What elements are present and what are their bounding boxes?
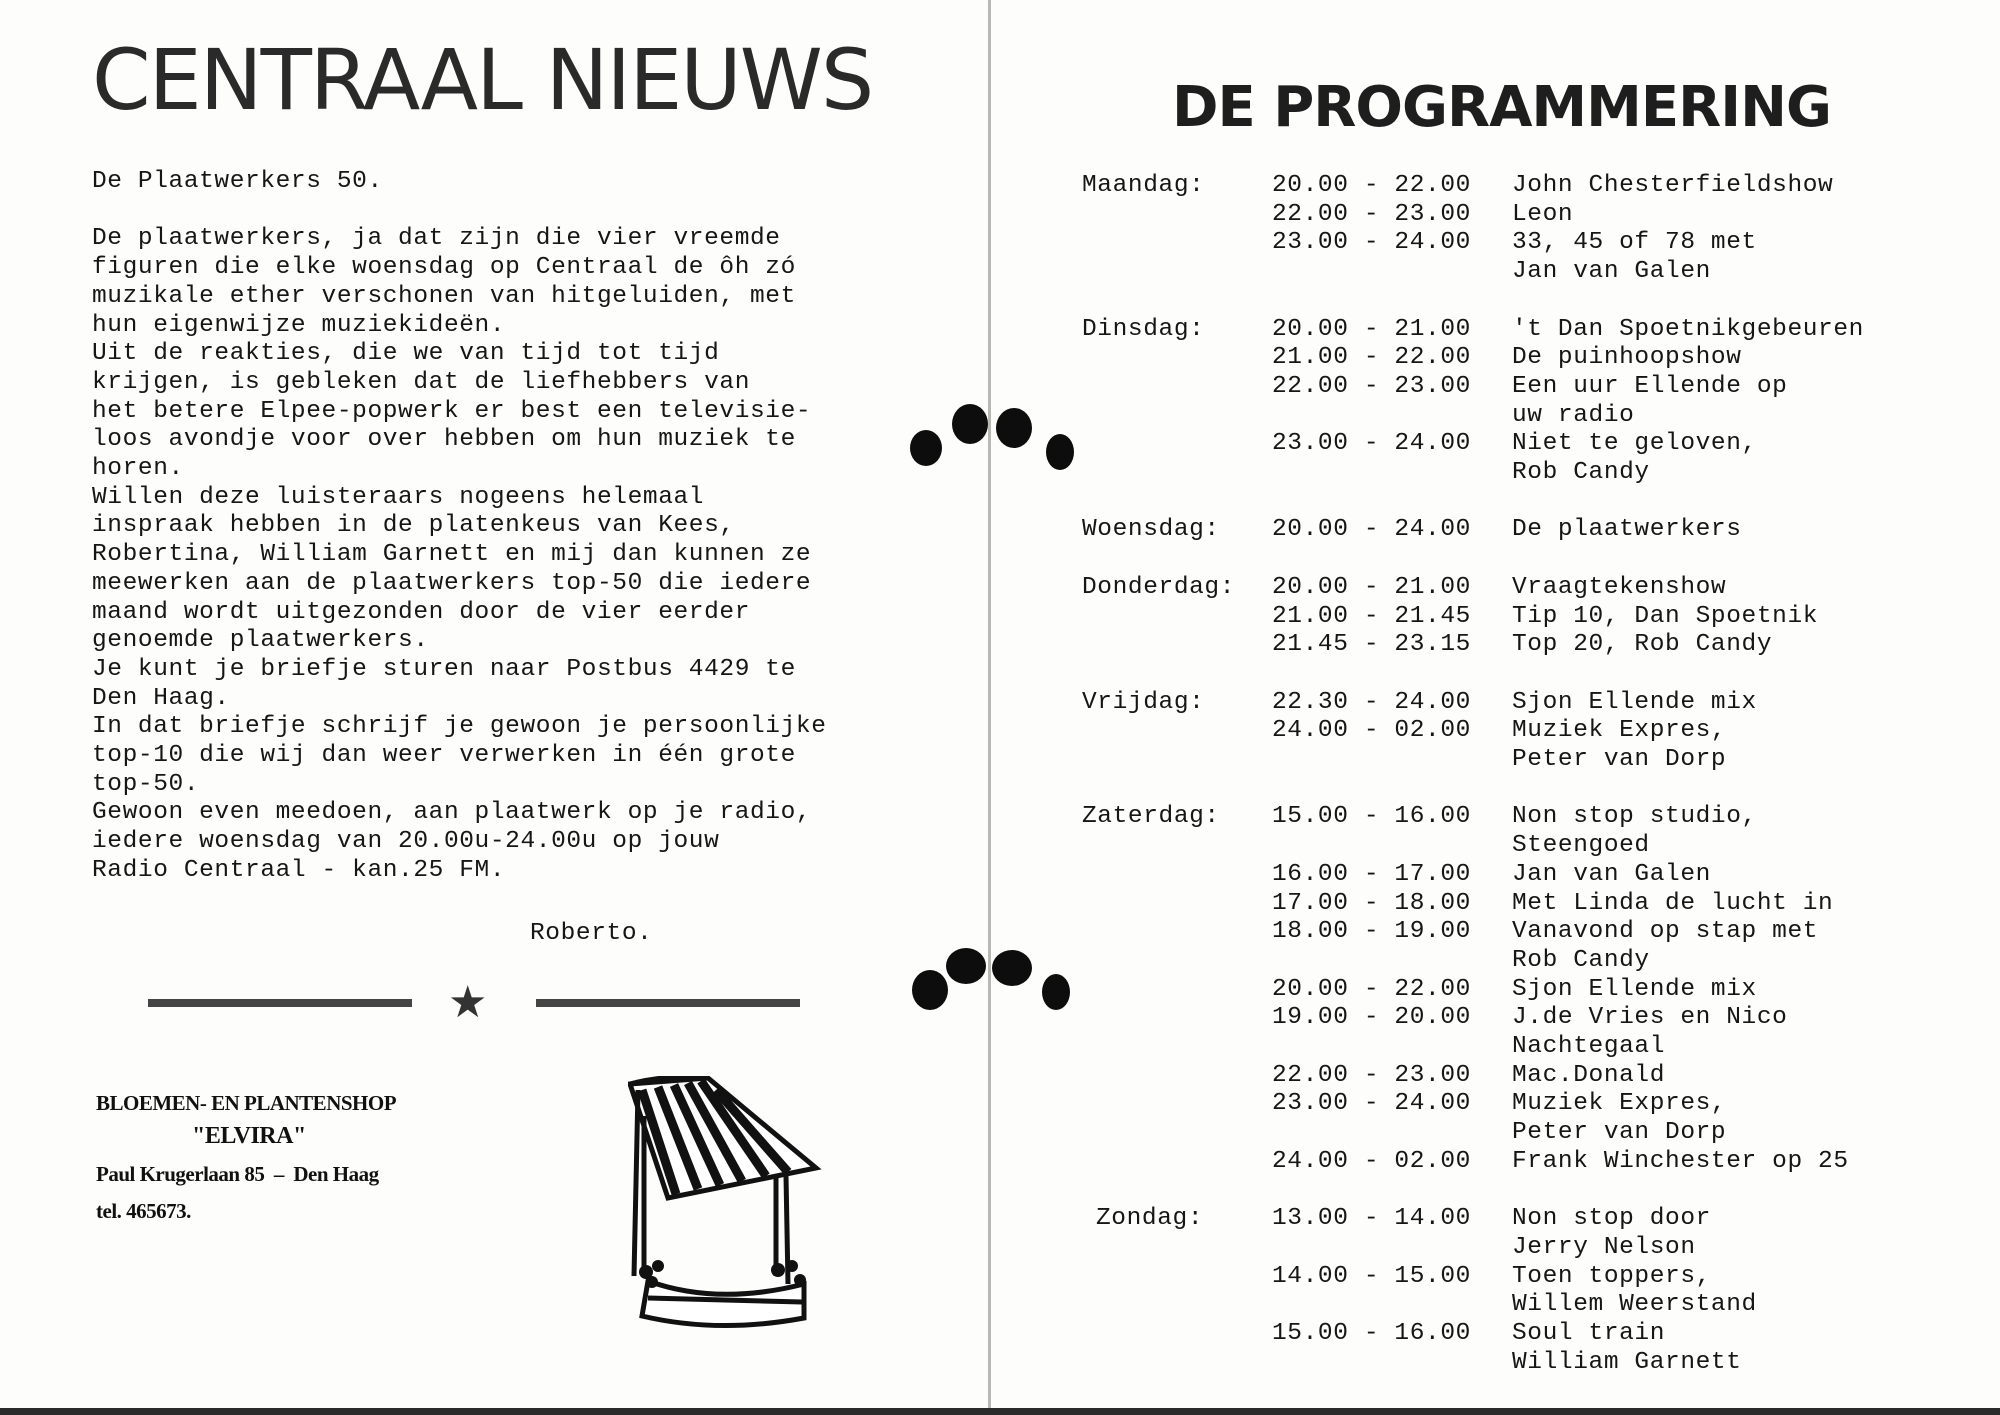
schedule-row xyxy=(1082,459,1992,488)
time-range: 24.00 - 02.00 xyxy=(1272,717,1471,745)
program-name: Sjon Ellende mix xyxy=(1512,975,1757,1003)
schedule-row xyxy=(1082,1291,1992,1320)
program-name: Jan van Galen xyxy=(1512,860,1711,888)
schedule-row xyxy=(1082,1234,1992,1263)
article-line: muzikale ether verschonen van hitgeluiden, met xyxy=(92,282,796,310)
article-line: het betere Elpee-popwerk er best een televisie- xyxy=(92,397,812,425)
program-name: Rob Candy xyxy=(1512,946,1650,974)
day-spacer xyxy=(1082,201,1272,230)
article-line: inspraak hebben in de platenkeus van Kees, xyxy=(92,512,735,540)
article-line: iedere woensdag van 20.00u-24.00u op jouw xyxy=(92,828,720,856)
article-line: Robertina, William Garnett en mij dan kunnen ze xyxy=(92,541,812,569)
program-name: Vraagtekenshow xyxy=(1512,573,1727,601)
article-heading: De Plaatwerkers 50. xyxy=(92,168,383,195)
schedule-row xyxy=(1082,717,1992,746)
day-label: Maandag: xyxy=(1082,172,1205,199)
day-spacer xyxy=(1082,1004,1272,1033)
program-name: Sjon Ellende mix xyxy=(1512,688,1757,716)
day-spacer xyxy=(1082,976,1272,1005)
program-name: Non stop studio, xyxy=(1512,803,1757,831)
schedule-row xyxy=(1082,430,1992,459)
schedule-row xyxy=(1082,1320,1992,1349)
schedule-row xyxy=(1082,344,1992,373)
schedule-day xyxy=(1082,516,1992,545)
time-range: 24.00 - 02.00 xyxy=(1272,1147,1471,1175)
program-name: William Garnett xyxy=(1512,1348,1742,1376)
article-line: Gewoon even meedoen, aan plaatwerk op je radio, xyxy=(92,799,812,827)
program-name: Nachtegaal xyxy=(1512,1033,1666,1061)
time-range: 17.00 - 18.00 xyxy=(1272,889,1471,917)
program-name: J.de Vries en Nico xyxy=(1512,1004,1788,1032)
time-range: 22.00 - 23.00 xyxy=(1272,1061,1471,1089)
time-range: 15.00 - 16.00 xyxy=(1272,1320,1471,1348)
day-spacer xyxy=(1082,832,1272,861)
schedule-row xyxy=(1082,861,1992,890)
day-spacer xyxy=(1082,1349,1272,1378)
time-spacer xyxy=(1272,1291,1512,1320)
time-range: 22.00 - 23.00 xyxy=(1272,372,1471,400)
program-name: uw radio xyxy=(1512,401,1635,429)
program-name: Niet te geloven, xyxy=(1512,430,1757,458)
broadcast-schedule xyxy=(1082,172,1992,1406)
time-spacer xyxy=(1272,1119,1512,1148)
program-name: De puinhoopshow xyxy=(1512,344,1742,372)
ad-address: Paul Krugerlaan 85 – Den Haag xyxy=(96,1162,379,1186)
day-spacer xyxy=(1082,746,1272,775)
article-line: maand wordt uitgezonden door de vier eerder xyxy=(92,598,751,626)
program-name: Muziek Expres, xyxy=(1512,717,1727,745)
scan-edge xyxy=(0,1408,2000,1415)
article-line: Je kunt je briefje sturen naar Postbus 4429 te xyxy=(92,655,796,683)
schedule-row xyxy=(1082,258,1992,287)
star-icon: ★ xyxy=(448,977,488,1028)
program-name: Peter van Dorp xyxy=(1512,1119,1727,1147)
article-line: meewerken aan de plaatwerkers top-50 die iedere xyxy=(92,569,812,597)
schedule-day xyxy=(1082,803,1992,1176)
schedule-row xyxy=(1082,1033,1992,1062)
day-spacer xyxy=(1082,1291,1272,1320)
day-spacer xyxy=(1082,918,1272,947)
program-name: Vanavond op stap met xyxy=(1512,918,1819,946)
time-spacer xyxy=(1272,1033,1512,1062)
schedule-row xyxy=(1082,402,1992,431)
article-line: De plaatwerkers, ja dat zijn die vier vreemde xyxy=(92,225,781,253)
article-line: horen. xyxy=(92,455,184,483)
program-name: Jerry Nelson xyxy=(1512,1233,1696,1261)
schedule-row xyxy=(1082,574,1992,603)
program-name: Mac.Donald xyxy=(1512,1061,1666,1089)
time-range: 23.00 - 24.00 xyxy=(1272,430,1471,458)
schedule-row xyxy=(1082,1148,1992,1177)
time-range: 20.00 - 24.00 xyxy=(1272,516,1471,544)
schedule-row xyxy=(1082,603,1992,632)
program-name: Tip 10, Dan Spoetnik xyxy=(1512,602,1819,630)
day-spacer xyxy=(1082,344,1272,373)
schedule-row xyxy=(1082,373,1992,402)
program-name: Steengoed xyxy=(1512,832,1650,860)
program-name: Muziek Expres, xyxy=(1512,1090,1727,1118)
program-name: Jan van Galen xyxy=(1512,258,1711,286)
program-name: Frank Winchester op 25 xyxy=(1512,1147,1849,1175)
schedule-row xyxy=(1082,832,1992,861)
article-signature: Roberto. xyxy=(530,920,653,947)
time-spacer xyxy=(1272,258,1512,287)
schedule-row xyxy=(1082,1205,1992,1234)
schedule-row xyxy=(1082,1004,1992,1033)
program-name: Met Linda de lucht in xyxy=(1512,889,1834,917)
article-line: loos avondje voor over hebben om hun muziek te xyxy=(92,426,796,454)
article-line: genoemde plaatwerkers. xyxy=(92,627,429,655)
time-spacer xyxy=(1272,1234,1512,1263)
time-range: 20.00 - 22.00 xyxy=(1272,975,1471,1003)
article-line: Uit de reakties, die we van tijd tot tijd xyxy=(92,340,720,368)
schedule-row xyxy=(1082,1119,1992,1148)
time-range: 20.00 - 21.00 xyxy=(1272,573,1471,601)
day-spacer xyxy=(1082,1148,1272,1177)
time-range: 18.00 - 19.00 xyxy=(1272,918,1471,946)
day-label: Woensdag: xyxy=(1082,516,1220,544)
article-line: top-50. xyxy=(92,770,200,798)
schedule-day xyxy=(1082,689,1992,775)
time-range: 16.00 - 17.00 xyxy=(1272,860,1471,888)
schedule-day xyxy=(1082,172,1992,287)
time-range: 14.00 - 15.00 xyxy=(1272,1262,1471,1290)
schedule-row xyxy=(1082,918,1992,947)
ad-phone: tel. 465673. xyxy=(96,1199,191,1223)
article-line: Radio Centraal - kan.25 FM. xyxy=(92,856,506,884)
programming-title: DE PROGRAMMERING xyxy=(1172,75,1831,140)
day-spacer xyxy=(1082,717,1272,746)
schedule-day xyxy=(1082,1205,1992,1377)
day-label: Zaterdag: xyxy=(1082,803,1220,831)
schedule-row xyxy=(1082,316,1992,345)
article-line: Willen deze luisteraars nogeens helemaal xyxy=(92,483,705,511)
schedule-row xyxy=(1082,229,1992,258)
day-spacer xyxy=(1082,861,1272,890)
day-label: Vrijdag: xyxy=(1082,688,1205,716)
day-spacer xyxy=(1082,430,1272,459)
time-range: 15.00 - 16.00 xyxy=(1272,803,1471,831)
schedule-day xyxy=(1082,574,1992,660)
day-spacer xyxy=(1082,947,1272,976)
day-label: Donderdag: xyxy=(1082,573,1236,601)
masthead-title: CENTRAAL NIEUWS xyxy=(92,31,873,129)
schedule-row xyxy=(1082,890,1992,919)
program-name: Rob Candy xyxy=(1512,459,1650,487)
schedule-row xyxy=(1082,947,1992,976)
day-spacer xyxy=(1082,1119,1272,1148)
day-spacer xyxy=(1082,258,1272,287)
schedule-row xyxy=(1082,172,1992,201)
article-line: Den Haag. xyxy=(92,684,230,712)
schedule-day xyxy=(1082,316,1992,488)
program-name: Leon xyxy=(1512,200,1574,228)
time-range: 21.00 - 22.00 xyxy=(1272,344,1471,372)
schedule-row xyxy=(1082,631,1992,660)
schedule-row xyxy=(1082,1090,1992,1119)
day-spacer xyxy=(1082,1320,1272,1349)
schedule-row xyxy=(1082,201,1992,230)
right-page xyxy=(990,0,2000,1415)
time-range: 23.00 - 24.00 xyxy=(1272,229,1471,257)
time-range: 21.45 - 23.15 xyxy=(1272,631,1471,659)
time-spacer xyxy=(1272,459,1512,488)
schedule-row xyxy=(1082,1349,1992,1378)
program-name: 33, 45 of 78 met xyxy=(1512,229,1757,257)
time-spacer xyxy=(1272,832,1512,861)
ad-shop-name: BLOEMEN- EN PLANTENSHOP xyxy=(96,1091,397,1115)
day-spacer xyxy=(1082,631,1272,660)
time-range: 23.00 - 24.00 xyxy=(1272,1090,1471,1118)
time-spacer xyxy=(1272,402,1512,431)
program-name: Peter van Dorp xyxy=(1512,746,1727,773)
day-spacer xyxy=(1082,459,1272,488)
schedule-row xyxy=(1082,976,1992,1005)
day-spacer xyxy=(1082,603,1272,632)
program-name: John Chesterfieldshow xyxy=(1512,172,1834,199)
day-spacer xyxy=(1082,373,1272,402)
day-label: Zondag: xyxy=(1096,1205,1204,1233)
time-range: 22.30 - 24.00 xyxy=(1272,688,1471,716)
ad-brand: "ELVIRA" xyxy=(192,1123,306,1149)
time-range: 22.00 - 23.00 xyxy=(1272,200,1471,228)
article-line: figuren die elke woensdag op Centraal de ôh zó xyxy=(92,254,796,282)
program-name: Toen toppers, xyxy=(1512,1262,1711,1290)
time-range: 19.00 - 20.00 xyxy=(1272,1004,1471,1032)
day-spacer xyxy=(1082,1062,1272,1091)
time-spacer xyxy=(1272,947,1512,976)
time-range: 21.00 - 21.45 xyxy=(1272,602,1471,630)
program-name: Top 20, Rob Candy xyxy=(1512,631,1773,659)
time-spacer xyxy=(1272,1349,1512,1378)
time-range: 13.00 - 14.00 xyxy=(1272,1205,1471,1233)
day-label: Dinsdag: xyxy=(1082,315,1205,343)
time-range: 20.00 - 22.00 xyxy=(1272,172,1471,199)
day-spacer xyxy=(1082,229,1272,258)
schedule-row xyxy=(1082,803,1992,832)
schedule-row xyxy=(1082,689,1992,718)
day-spacer xyxy=(1082,890,1272,919)
program-name: De plaatwerkers xyxy=(1512,516,1742,544)
article-line: hun eigenwijze muziekideën. xyxy=(92,311,506,339)
day-spacer xyxy=(1082,1033,1272,1062)
program-name: Willem Weerstand xyxy=(1512,1291,1757,1319)
schedule-row xyxy=(1082,1062,1992,1091)
schedule-row xyxy=(1082,746,1992,775)
day-spacer xyxy=(1082,1090,1272,1119)
program-name: 't Dan Spoetnikgebeuren xyxy=(1512,315,1864,343)
schedule-row xyxy=(1082,1263,1992,1292)
program-name: Een uur Ellende op xyxy=(1512,372,1788,400)
program-name: Soul train xyxy=(1512,1320,1666,1348)
article-line: krijgen, is gebleken dat de liefhebbers van xyxy=(92,368,751,396)
day-spacer xyxy=(1082,1234,1272,1263)
schedule-row xyxy=(1082,516,1992,545)
time-range: 20.00 - 21.00 xyxy=(1272,315,1471,343)
article-line: top-10 die wij dan weer verwerken in één grote xyxy=(92,742,796,770)
time-spacer xyxy=(1272,746,1512,775)
article-line: In dat briefje schrijf je gewoon je persoonlijke xyxy=(92,713,827,741)
program-name: Non stop door xyxy=(1512,1205,1711,1233)
day-spacer xyxy=(1082,402,1272,431)
day-spacer xyxy=(1082,1263,1272,1292)
